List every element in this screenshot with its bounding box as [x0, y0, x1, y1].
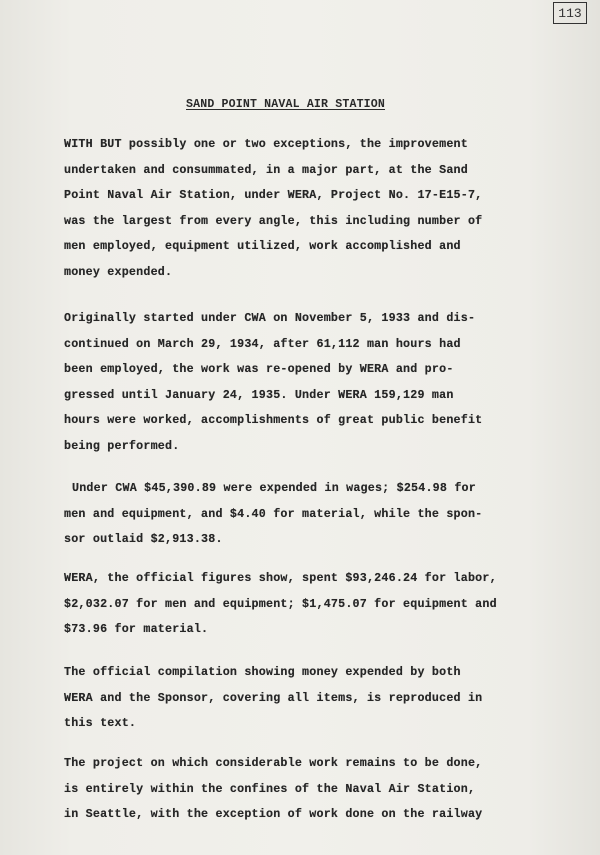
text-line: men employed, equipment utilized, work accomplished and	[64, 239, 461, 253]
paragraph-2	[64, 306, 534, 459]
text-line: WERA and the Sponsor, covering all items, is reproduced in	[64, 690, 483, 705]
text-line: undertaken and consummated, in a major part, at the Sand	[64, 162, 468, 177]
text-line: Originally started under CWA on November 5, 1933 and dis-	[64, 311, 476, 325]
text-line: $2,032.07 for men and equipment; $1,475.07 for equipment and	[64, 596, 497, 611]
paragraph-5	[64, 660, 534, 737]
page-number-box: 113	[553, 2, 587, 24]
text-line: is entirely within the confines of the Naval Air Station,	[64, 781, 476, 796]
text-line: men and equipment, and $4.40 for material, while the spon-	[64, 506, 483, 521]
text-line: being performed.	[64, 438, 180, 453]
text-line: money expended.	[64, 264, 173, 279]
text-line: was the largest from every angle, this including number of	[64, 213, 483, 228]
paragraph-3	[64, 476, 542, 553]
text-line: The official compilation showing money expended by both	[64, 665, 461, 679]
text-line: continued on March 29, 1934, after 61,112 man hours had	[64, 336, 461, 351]
paragraph-4	[64, 566, 534, 643]
text-line: hours were worked, accomplishments of great public benefit	[64, 413, 483, 427]
document-title: SAND POINT NAVAL AIR STATION	[186, 98, 386, 111]
text-line: this text.	[64, 716, 137, 730]
text-line: $73.96 for material.	[64, 622, 209, 636]
text-line: Point Naval Air Station, under WERA, Project No. 17-E15-7,	[64, 188, 483, 202]
paragraph-1	[64, 132, 534, 285]
text-line: WERA, the official figures show, spent $93,246.24 for labor,	[64, 571, 497, 585]
text-line: Under CWA $45,390.89 were expended in wages; $254.98 for	[72, 481, 476, 495]
text-line: been employed, the work was re-opened by WERA and pro-	[64, 362, 454, 376]
text-line: in Seattle, with the exception of work done on the railway	[64, 807, 483, 821]
paragraph-6	[64, 751, 534, 828]
text-line: WITH BUT possibly one or two exceptions, the improvement	[64, 137, 468, 151]
text-line: gressed until January 24, 1935. Under WERA 159,129 man	[64, 387, 454, 402]
text-line: sor outlaid $2,913.38.	[64, 532, 223, 546]
text-line: The project on which considerable work remains to be done,	[64, 756, 483, 770]
